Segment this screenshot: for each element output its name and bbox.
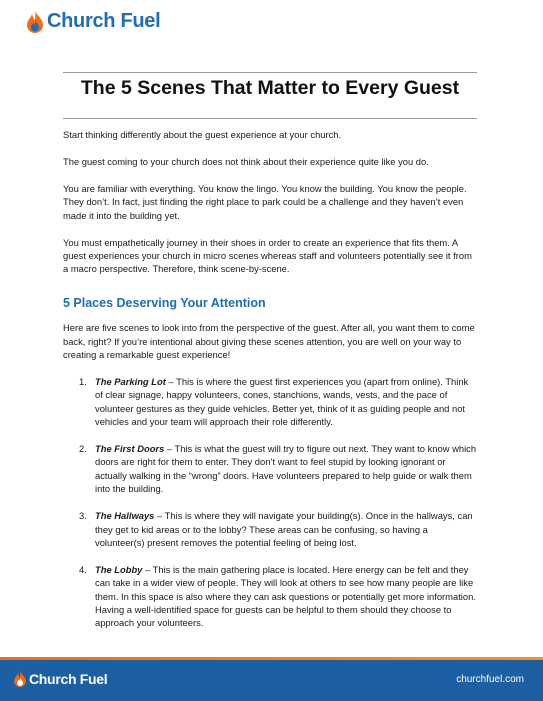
brand-name: Church Fuel [47, 10, 161, 32]
footer-bar [0, 660, 543, 701]
section-heading: 5 Places Deserving Your Attention [63, 295, 266, 310]
intro-paragraph: You must empathetically journey in their shoes in order to create an experience that fits them. A guest experiences your church in micro scenes whereas staff and volunteers potentially see it from a macro perspective. Therefore, think scene-by-scene. [63, 236, 472, 275]
item-name: The Hallways [95, 510, 155, 522]
item-text: – This is where the guest first experiences you (apart from online). Think of clear signage, happy volunteers, cones, stanchions, wands, vests, and the pace of volunteer gestures as they guide vehicles. Better yet, think of it as guiding people and not vehicles and your team will approach their role differently. [95, 375, 469, 428]
title-top-rule [63, 72, 477, 73]
header-logo [27, 10, 160, 33]
flame-icon [27, 11, 43, 33]
intro-paragraph: Start thinking differently about the guest experience at your church. [63, 129, 342, 140]
list-item [63, 509, 477, 549]
scene-list [63, 375, 477, 630]
item-text: – This is the main gathering place is located. Here energy can be felt and they can take in a wider view of people. They will look at others to see how many people are like them. In this space is also where they can ask questions or potentially get more information. Having a well-identified space for guests can be helpful to them should they choose to approach your volunteers. [95, 563, 476, 629]
item-text: – This is what the guest will try to figure out next. They want to know which doors are right for them to enter. They don’t want to feel stupid by looking ignorant or actually walking in the “wrong” doors. Have volunteers prepared to help guide or walk them into the building. [95, 443, 477, 495]
flame-icon [14, 671, 26, 687]
page-title: The 5 Scenes That Matter to Every Guest [80, 77, 460, 99]
list-item [63, 563, 477, 630]
item-text: – This is where they will navigate your building(s). Once in the hallways, can they get to kid areas or to the lobby? These areas can be confusing, so having a volunteer(s) present removes the potential feeling of being lost. [95, 510, 473, 548]
item-name: The First Doors [95, 443, 165, 454]
footer-url-link[interactable]: churchfuel.com [456, 674, 524, 685]
list-item [63, 375, 477, 429]
item-name: The Lobby [95, 563, 143, 575]
footer-brand-name: Church Fuel [29, 671, 108, 687]
title-bottom-rule [63, 118, 477, 119]
document-body [63, 128, 477, 643]
section-lead: Here are five scenes to look into from the perspective of the guest. After all, you want them to come back, right? If you’re intentional about giving these scenes attention, you are well on your way to creating a remarkable guest experience! [63, 322, 475, 360]
item-number: 1. [79, 375, 87, 387]
item-number: 2. [79, 443, 87, 454]
item-number: 4. [79, 563, 87, 575]
item-number: 3. [79, 510, 87, 522]
item-name: The Parking Lot [95, 375, 166, 387]
footer-logo [14, 671, 107, 687]
intro-paragraph: The guest coming to your church does not think about their experience quite like you do. [63, 155, 429, 167]
list-item [63, 442, 477, 496]
intro-paragraph: You are familiar with everything. You know the lingo. You know the building. You know the people. They don’t. In fact, just finding the right place to park could be a challenge and they haven’t even made it into the building yet. [63, 182, 467, 221]
